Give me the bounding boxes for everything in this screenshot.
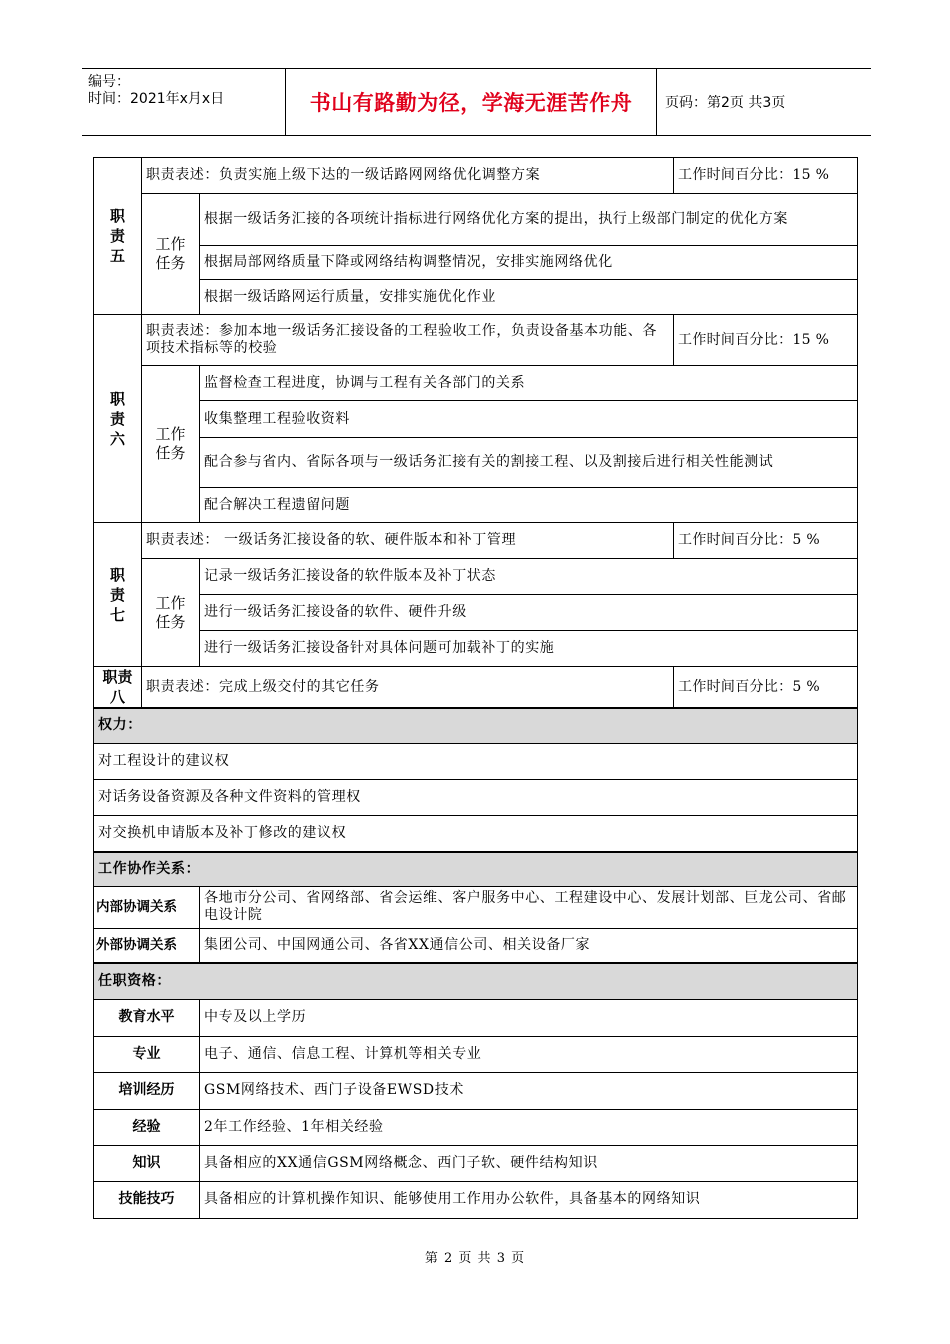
internal-relations-label: 内部协调关系 xyxy=(94,886,200,928)
duty-7-statement-row xyxy=(94,523,858,559)
header-slogan: 书山有路勤为径，学海无涯苦作舟 xyxy=(285,69,657,135)
external-relations-row xyxy=(94,928,858,963)
duty-7-task-2: 进行一级话务汇接设备的软件、硬件升级 xyxy=(200,595,858,631)
duty-7-task-row xyxy=(94,595,858,631)
qualification-value-major: 电子、通信、信息工程、计算机等相关专业 xyxy=(200,1036,858,1072)
qualification-row xyxy=(94,1072,858,1109)
qualification-row xyxy=(94,1036,858,1072)
document-number-label: 编号： xyxy=(88,74,130,90)
power-item-2: 对话务设备资源及各种文件资料的管理权 xyxy=(94,779,858,815)
qualifications-section-row xyxy=(94,963,858,999)
header-meta xyxy=(82,69,285,135)
duty-5-label: 职 责 五 xyxy=(94,158,142,315)
duty-6-task-row xyxy=(94,488,858,523)
power-section-title: 权力： xyxy=(94,708,858,743)
qualification-row xyxy=(94,1109,858,1145)
duty-7-task-1: 记录一级话务汇接设备的软件版本及补丁状态 xyxy=(200,559,858,595)
duty-6-label: 职 责 六 xyxy=(94,315,142,523)
duty-5-task-3: 根据一级话路网运行质量，安排实施优化作业 xyxy=(200,280,858,315)
qualification-label-major: 专业 xyxy=(94,1036,200,1072)
power-row xyxy=(94,779,858,815)
duty-5-task-1: 根据一级话务汇接的各项统计指标进行网络优化方案的提出，执行上级部门制定的优化方案 xyxy=(200,194,858,246)
duty-7-task-row xyxy=(94,631,858,667)
page-footer: 第 2 页 共 3 页 xyxy=(424,1251,526,1266)
qualification-label-knowledge: 知识 xyxy=(94,1145,200,1181)
qualification-row xyxy=(94,1181,858,1218)
duty-6-task-1: 监督检查工程进度，协调与工程有关各部门的关系 xyxy=(200,366,858,401)
power-row xyxy=(94,815,858,852)
relations-section-row xyxy=(94,852,858,886)
external-relations-label: 外部协调关系 xyxy=(94,928,200,963)
qualification-value-experience: 2年工作经验、1年相关经验 xyxy=(200,1109,858,1145)
duty-8-label: 职责 八 xyxy=(94,667,142,709)
qualification-row xyxy=(94,999,858,1036)
power-section-row xyxy=(94,708,858,743)
job-description-table xyxy=(93,157,858,1219)
duty-5-statement-row xyxy=(94,158,858,194)
internal-relations-row xyxy=(94,886,858,928)
duty-7-percent: 工作时间百分比：5 % xyxy=(674,523,858,559)
duty-7-label: 职 责 七 xyxy=(94,523,142,667)
relations-section-title: 工作协作关系： xyxy=(94,852,858,886)
duty-6-task-row xyxy=(94,438,858,488)
page-header xyxy=(82,68,871,136)
qualification-row xyxy=(94,1145,858,1181)
duty-7-task-3: 进行一级话务汇接设备针对具体问题可加载补丁的实施 xyxy=(200,631,858,667)
duty-6-task-label: 工作 任务 xyxy=(142,366,200,523)
qualification-label-skills: 技能技巧 xyxy=(94,1181,200,1218)
qualification-value-education: 中专及以上学历 xyxy=(200,999,858,1036)
power-item-3: 对交换机申请版本及补丁修改的建议权 xyxy=(94,815,858,852)
duty-6-task-3: 配合参与省内、省际各项与一级话务汇接有关的割接工程、以及割接后进行相关性能测试 xyxy=(200,438,858,488)
qualification-value-knowledge: 具备相应的XX通信GSM网络概念、西门子软、硬件结构知识 xyxy=(200,1145,858,1181)
duty-5-task-row xyxy=(94,194,858,246)
duty-5-statement: 职责表述：负责实施上级下达的一级话路网网络优化调整方案 xyxy=(142,158,674,194)
duty-8-statement-row xyxy=(94,667,858,709)
duty-6-task-row xyxy=(94,366,858,401)
duty-5-task-row xyxy=(94,246,858,280)
duty-6-task-4: 配合解决工程遗留问题 xyxy=(200,488,858,523)
qualification-label-experience: 经验 xyxy=(94,1109,200,1145)
qualifications-section-title: 任职资格： xyxy=(94,963,858,999)
power-row xyxy=(94,743,858,779)
duty-5-task-row xyxy=(94,280,858,315)
duty-5-task-label: 工作 任务 xyxy=(142,194,200,315)
duty-7-statement: 职责表述： 一级话务汇接设备的软、硬件版本和补丁管理 xyxy=(142,523,674,559)
header-page-info: 页码：第2页 共3页 xyxy=(665,95,786,111)
duty-6-percent: 工作时间百分比：15 % xyxy=(674,315,858,366)
duty-6-task-row xyxy=(94,401,858,438)
duty-6-task-2: 收集整理工程验收资料 xyxy=(200,401,858,438)
internal-relations-value: 各地市分公司、省网络部、省会运维、客户服务中心、工程建设中心、发展计划部、巨龙公司、省邮电设计院 xyxy=(200,886,858,928)
qualification-value-training: GSM网络技术、西门子设备EWSD技术 xyxy=(200,1072,858,1109)
qualification-value-skills: 具备相应的计算机操作知识、能够使用工作用办公软件，具备基本的网络知识 xyxy=(200,1181,858,1218)
document-time-label: 时间：2021年x月x日 xyxy=(88,91,225,107)
duty-7-task-label: 工作 任务 xyxy=(142,559,200,667)
duty-8-statement: 职责表述：完成上级交付的其它任务 xyxy=(142,667,674,709)
duty-6-statement-row xyxy=(94,315,858,366)
duty-5-percent: 工作时间百分比：15 % xyxy=(674,158,858,194)
duty-7-task-row xyxy=(94,559,858,595)
power-item-1: 对工程设计的建议权 xyxy=(94,743,858,779)
external-relations-value: 集团公司、中国网通公司、各省XX通信公司、相关设备厂家 xyxy=(200,928,858,963)
duty-5-task-2: 根据局部网络质量下降或网络结构调整情况，安排实施网络优化 xyxy=(200,246,858,280)
duty-8-percent: 工作时间百分比：5 % xyxy=(674,667,858,709)
qualification-label-education: 教育水平 xyxy=(94,999,200,1036)
qualification-label-training: 培训经历 xyxy=(94,1072,200,1109)
duty-6-statement: 职责表述：参加本地一级话务汇接设备的工程验收工作，负责设备基本功能、各项技术指标等的校验 xyxy=(142,315,674,366)
